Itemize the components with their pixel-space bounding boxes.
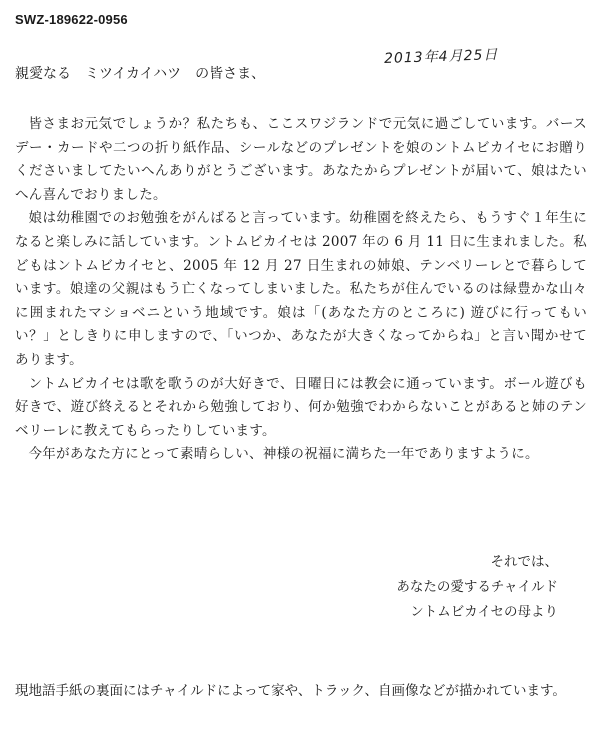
greeting: 親愛なる ミツイカイハツ の皆さま、	[15, 66, 266, 82]
letter-closing	[396, 550, 558, 625]
footer-note: 現地語手紙の裏面にはチャイルドによって家や、トラック、自画像などが描かれています。	[15, 683, 566, 699]
closing-line: それでは、	[490, 554, 558, 570]
paragraph: ントムビカイセは歌を歌うのが大好きで、日曜日には教会に通っています。ボール遊びも好きで、遊び終えるとそれから勉強しており、何か勉強でわからないことがあると姉のテンベリーレに教えてもらったりしています。	[15, 375, 587, 439]
closing-line: あなたの愛するチャイルド	[396, 579, 558, 595]
closing-signature: ントムビカイセの母より	[410, 604, 558, 620]
reference-number: SWZ-189622-0956	[15, 12, 128, 27]
letter-body	[15, 113, 587, 467]
paragraph: 娘は幼稚園でのお勉強をがんばると言っています。幼稚園を終えたら、もうすぐ１年生になると楽しみに話しています。ントムビカイセは 2007 年の 6 月 11 日に生まれました。私どもはントムビカイセと、2005 年 12 月 27 日生まれの姉娘、テンベリーレとで暮らしています。娘達の父親はもう亡くなってしまいました。私たちが住んでいるのは緑豊かな山々に囲まれたマショベニという地域です。娘は「(あなた方のところに) 遊びに行ってもいい？」としきりに申しますので、「いつか、あなたが大きくなってからね」と言い聞かせてあります。	[15, 210, 587, 368]
paragraph: 今年があなた方にとって素晴らしい、神様の祝福に満ちた一年でありますように。	[28, 446, 539, 463]
handwritten-date: 2013年4月25日	[383, 47, 499, 67]
paragraph: 皆さまお元気でしょうか？私たちも、ここスワジランドで元気に過ごしています。バースデー・カードや二つの折り紙作品、シールなどのプレゼントを娘のントムビカイセにお贈りくださいましてたいへんありがとうございます。あなたからプレゼントが届いて、娘はたいへん喜んでおりました。	[15, 116, 587, 203]
